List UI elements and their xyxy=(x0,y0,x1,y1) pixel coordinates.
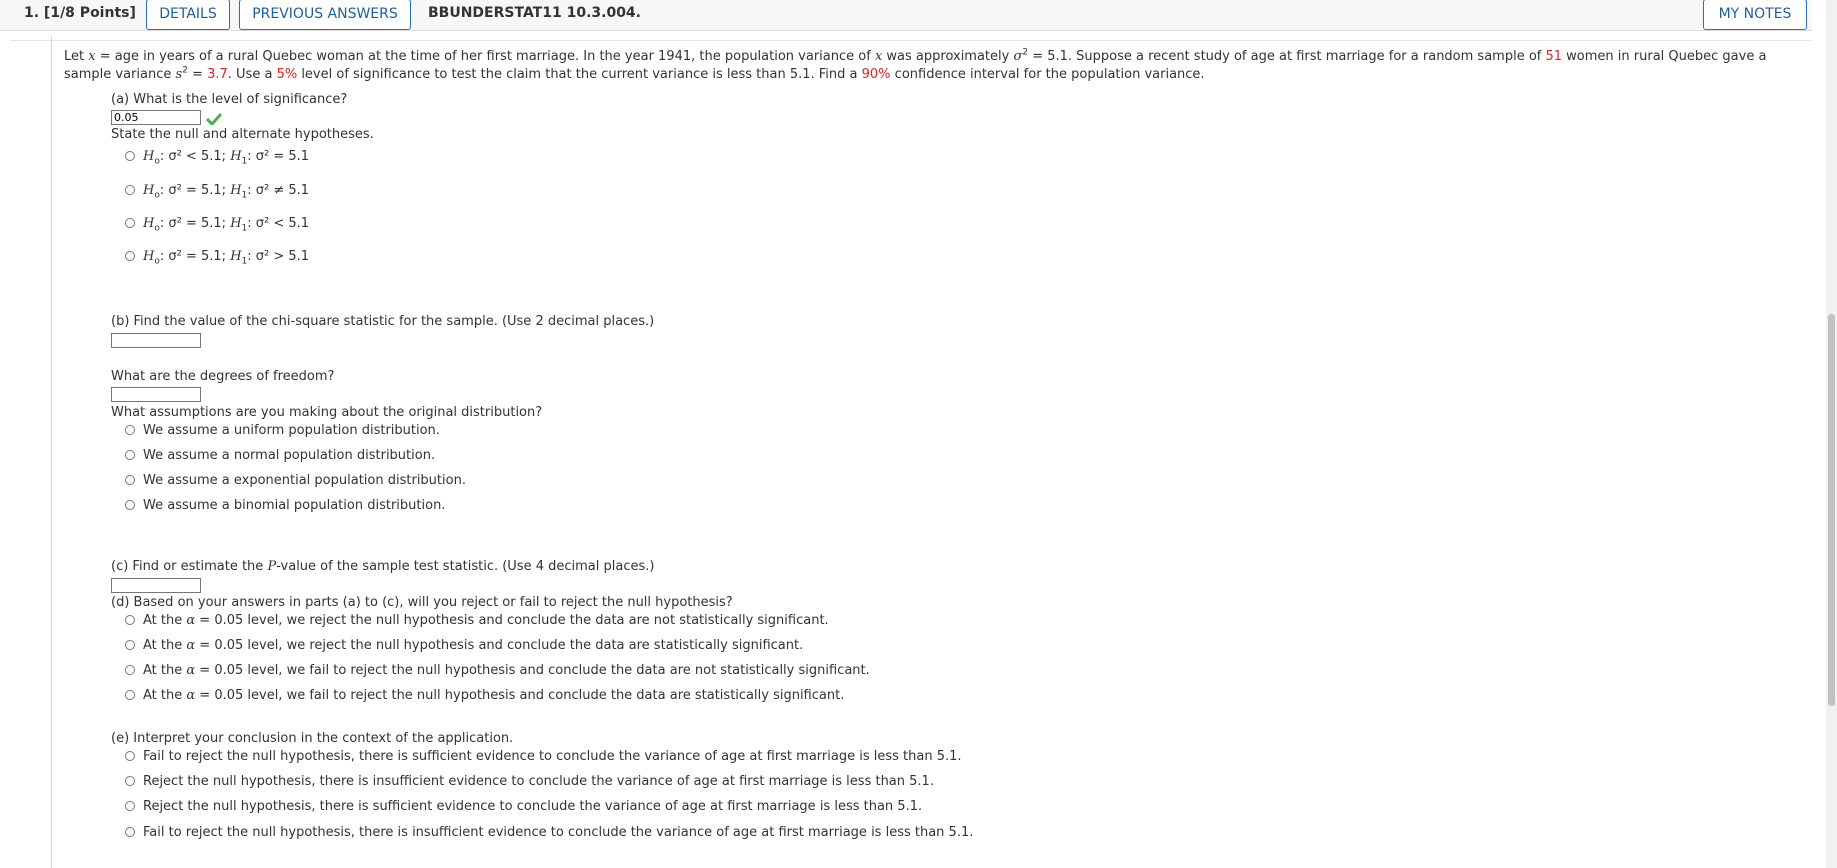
radio-button[interactable] xyxy=(125,615,135,625)
radio-button[interactable] xyxy=(125,475,135,485)
radio-button[interactable] xyxy=(125,185,135,195)
radio-button[interactable] xyxy=(125,827,135,837)
part-b-question: (b) Find the value of the chi-square statistic for the sample. (Use 2 decimal places.) xyxy=(111,314,655,329)
problem-statement: Let x = age in years of a rural Quebec woman at the time of her first marriage. In the year 1941, the population variance of x was approximately $\sigma^2 = 5.1$. Suppose a recent study of age at first marriage for a random sample of 51 women in rural Quebec gave a sample variance $s^2 = 3.7$. Use a 5% level of significance to test the claim that the current variance is less than 5.1. Find a 90% confidence interval for the population variance. xyxy=(64,47,1767,82)
degrees-freedom-question: What are the degrees of freedom? xyxy=(111,369,335,384)
sample-variance: 3.7 xyxy=(207,67,228,82)
radio-button[interactable] xyxy=(125,665,135,675)
question-code: BBUNDERSTAT11 10.3.004. xyxy=(428,5,641,21)
radio-button[interactable] xyxy=(125,751,135,761)
radio-button[interactable] xyxy=(125,640,135,650)
significance-level: 5% xyxy=(276,67,298,82)
radio-button[interactable] xyxy=(125,776,135,786)
chi-square-input[interactable] xyxy=(111,333,201,348)
previous-answers-button[interactable]: PREVIOUS ANSWERS xyxy=(239,0,411,30)
p-value-input[interactable] xyxy=(111,578,201,593)
radio-button[interactable] xyxy=(125,450,135,460)
radio-button[interactable] xyxy=(125,218,135,228)
significance-input[interactable] xyxy=(111,110,201,125)
scrollbar-thumb[interactable] xyxy=(1828,314,1835,706)
part-c-question: (c) Find or estimate the P-value of the sample test statistic. (Use 4 decimal places.) xyxy=(111,559,655,574)
content-top-border xyxy=(10,40,1812,41)
sample-size: 51 xyxy=(1545,49,1563,64)
vertical-scrollbar[interactable] xyxy=(1826,0,1837,868)
content-left-border xyxy=(51,36,52,868)
radio-button[interactable] xyxy=(125,251,135,261)
correct-check-icon xyxy=(206,113,222,125)
details-button[interactable]: DETAILS xyxy=(146,0,230,30)
radio-button[interactable] xyxy=(125,801,135,811)
part-a-question: (a) What is the level of significance? xyxy=(111,92,348,107)
part-d-question: (d) Based on your answers in parts (a) to (c), will you reject or fail to reject the null hypothesis? xyxy=(111,595,733,610)
hypotheses-prompt: State the null and alternate hypotheses. xyxy=(111,127,374,142)
my-notes-button[interactable]: MY NOTES xyxy=(1703,0,1807,30)
degrees-freedom-input[interactable] xyxy=(111,387,201,402)
radio-button[interactable] xyxy=(125,425,135,435)
confidence-level: 90% xyxy=(861,67,891,82)
radio-button[interactable] xyxy=(125,500,135,510)
assumptions-question: What assumptions are you making about the original distribution? xyxy=(111,405,543,420)
radio-button[interactable] xyxy=(125,690,135,700)
question-header xyxy=(0,0,1812,31)
radio-button[interactable] xyxy=(125,151,135,161)
part-e-question: (e) Interpret your conclusion in the context of the application. xyxy=(111,731,514,746)
question-number: 1. [1/8 Points] xyxy=(24,5,136,21)
